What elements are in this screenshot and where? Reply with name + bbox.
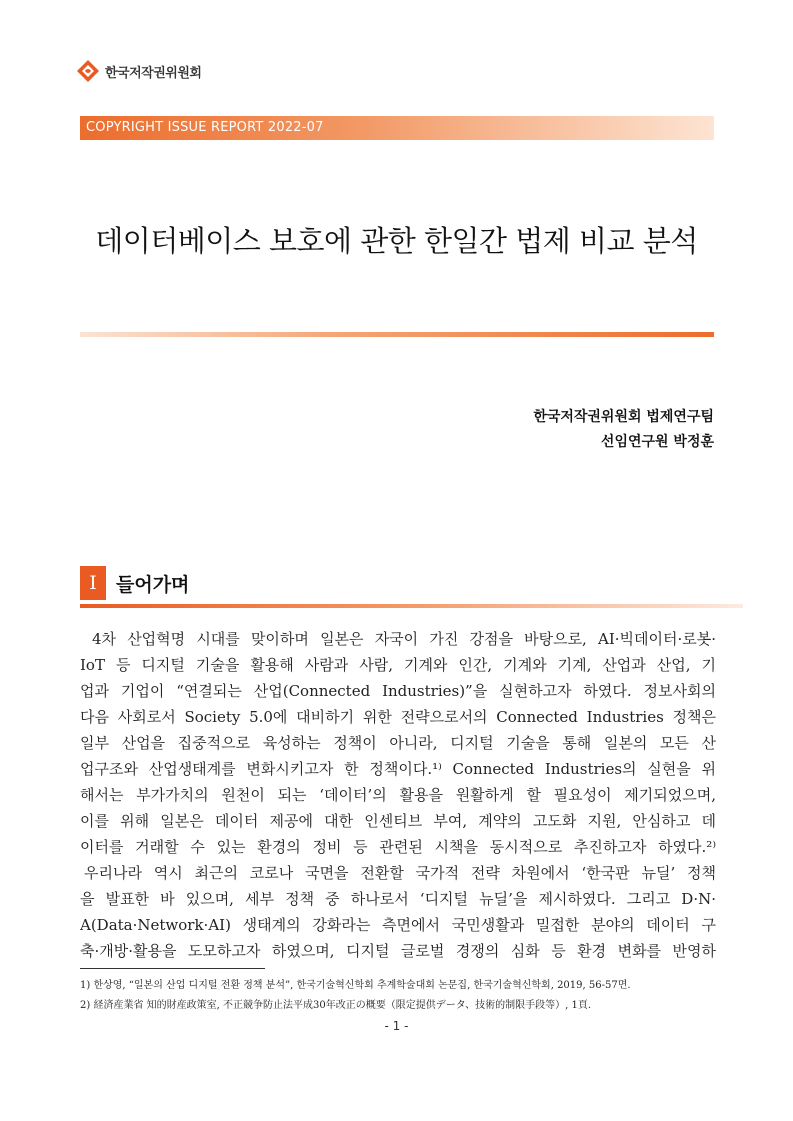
footnote: 1) 한상영, “일본의 산업 디지털 전환 정책 분석”, 한국기술혁신학회 추계학술대회 논문집, 한국기술혁신학회, 2019, 56-57면. [80, 980, 631, 991]
paragraph-line: 이터를 거래할 수 있는 환경의 정비 등 관련된 시책을 동시적으로 추진하고자 하였다.²⁾ [80, 838, 716, 856]
paragraph-line: 업과 기업이 “연결되는 산업(Connected Industries)”을 실현하고자 하였다. 정보사회의 [80, 682, 716, 700]
report-banner: COPYRIGHT ISSUE REPORT 2022-07 [80, 116, 714, 140]
section-heading [80, 566, 189, 600]
footnote: 2) 経済産業省 知的財産政策室, 不正競争防止法平成30年改正の概要（限定提供データ、技術的制限手段等）, 1頁. [80, 1000, 592, 1011]
title-divider [80, 332, 714, 337]
paragraph-line: 을 발표한 바 있으며, 세부 정책 중 하나로서 ‘디지털 뉴딜’을 제시하였다. 그리고 D·N· [80, 890, 716, 908]
document-title: 데이터베이스 보호에 관한 한일간 법제 비교 분석 [95, 224, 698, 258]
author-block [533, 405, 714, 455]
org-logo-text: 한국저작권위원회 [105, 65, 202, 81]
paragraph-line: 이를 위해 일본은 데이터 제공에 대한 인센티브 부여, 계약의 고도화 지원, 안심하고 데 [80, 812, 716, 830]
paragraph-line: 업구조와 산업생태계를 변화시키고자 한 정책이다.¹⁾ Connected Industries의 실현을 위 [80, 760, 716, 778]
paragraph-line: 우리나라 역시 최근의 코로나 국면을 전환할 국가적 전략 차원에서 ‘한국판 뉴딜’ 정책 [84, 864, 716, 882]
section-number: I [80, 566, 106, 600]
footnotes [80, 976, 716, 1016]
paragraph-line: 다음 사회로서 Society 5.0에 대비하기 위한 전략으로서의 Connected Industries 정책은 [80, 708, 716, 726]
paragraph-line: IoT 등 디지털 기술을 활용해 사람과 사람, 기계와 인간, 기계와 기계, 산업과 산업, 기 [80, 656, 716, 674]
section-title: 들어가며 [116, 573, 190, 596]
author-team: 한국저작권위원회 법제연구팀 [533, 409, 714, 425]
paragraph-line: 일부 산업을 집중적으로 육성하는 정책이 아니라, 디지털 기술을 통해 일본의 모든 산 [80, 734, 716, 752]
author-name: 선임연구원 박정훈 [600, 434, 714, 450]
footnote-divider [80, 968, 265, 969]
paragraph-line: 축·개방·활용을 도모하고자 하였으며, 디지털 글로벌 경쟁의 심화 등 환경 변화를 반영하 [80, 942, 716, 960]
paragraph-line: 해서는 부가가치의 원천이 되는 ‘데이터’의 활용을 원활하게 할 필요성이 제기되었으며, [80, 786, 716, 804]
section-divider [80, 604, 743, 608]
body-paragraph [80, 626, 716, 964]
paragraph-line: A(Data·Network·AI) 생태계의 강화라는 측면에서 국민생활과 밀접한 분야의 데이터 구 [80, 916, 716, 934]
org-logo-icon [76, 59, 100, 83]
org-logo [76, 58, 201, 84]
paragraph-line: 4차 산업혁명 시대를 맞이하며 일본은 자국이 가진 강점을 바탕으로, AI·빅데이터·로봇· [92, 630, 716, 648]
page-number: - 1 - [384, 1019, 409, 1033]
